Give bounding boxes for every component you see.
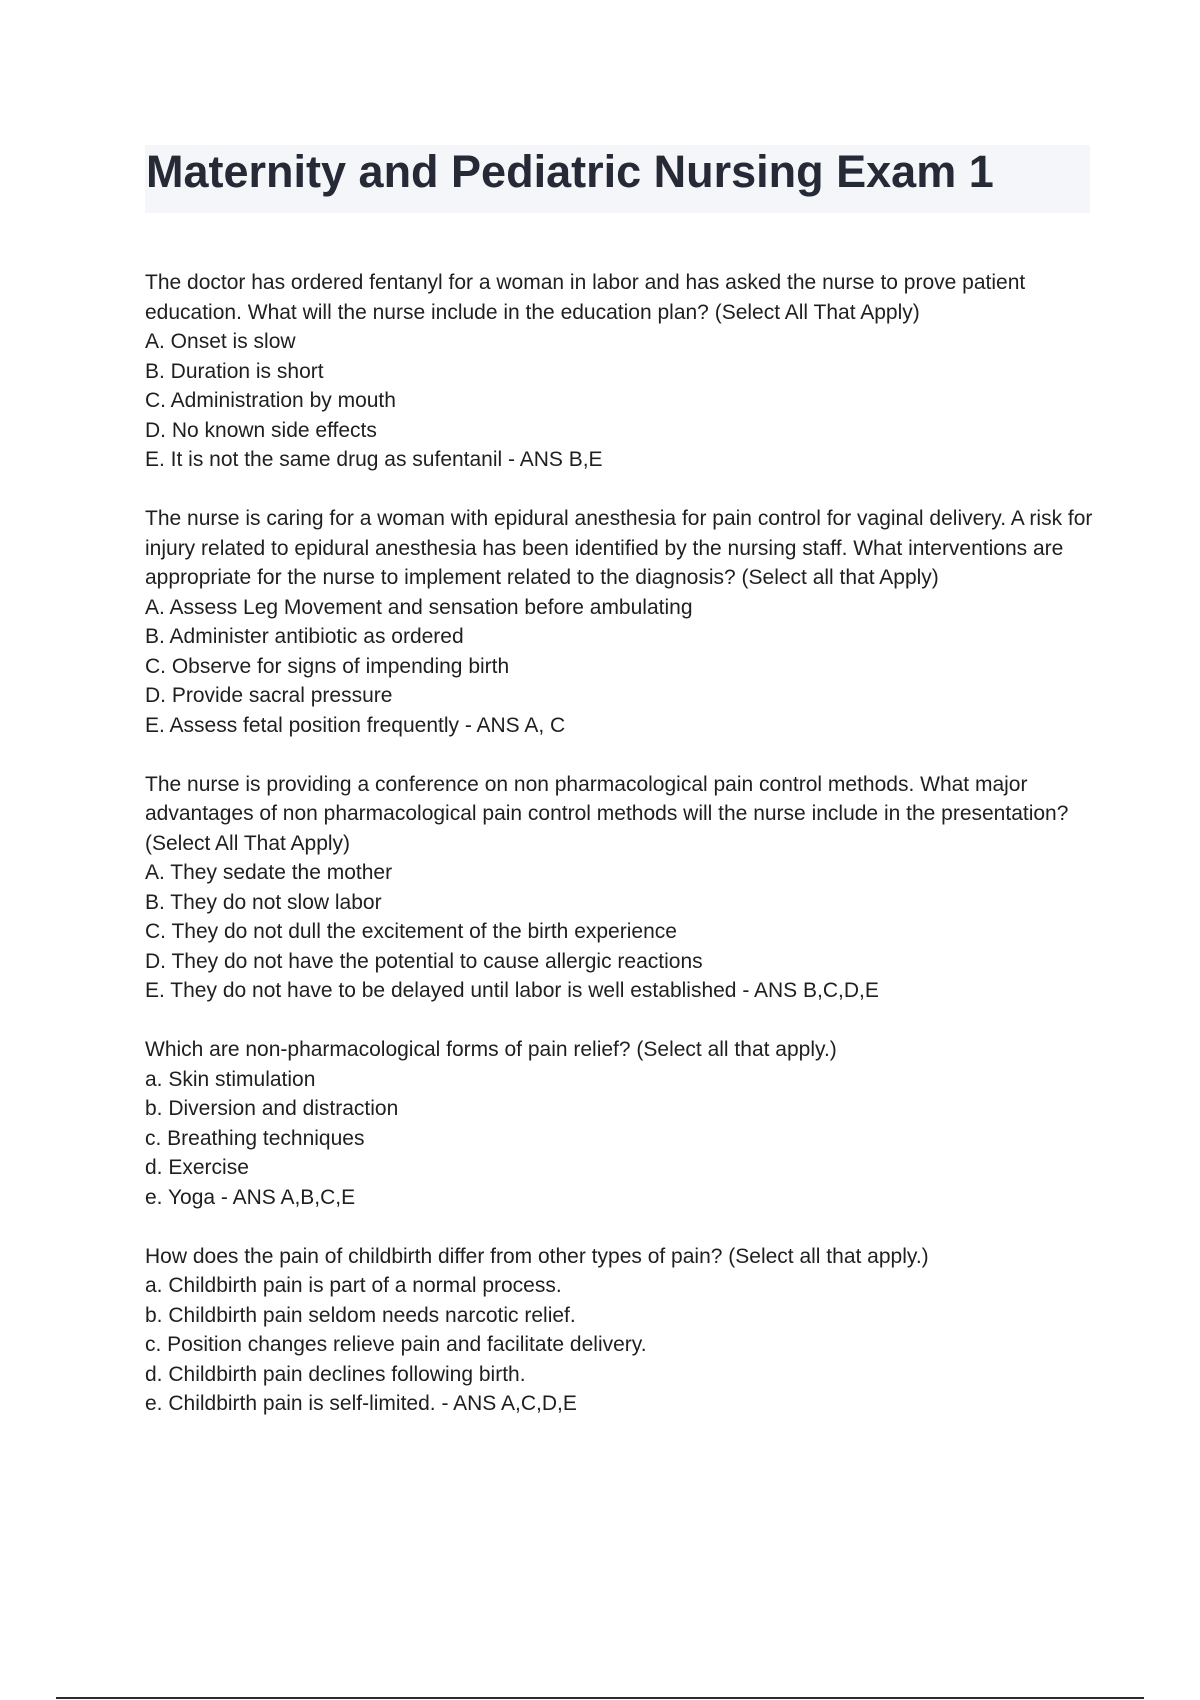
question-stem: Which are non-pharmacological forms of pain relief? (Select all that apply.) bbox=[145, 1038, 837, 1061]
answer-option: E. It is not the same drug as sufentanil - ANS B,E bbox=[145, 448, 603, 471]
answer-option: B. They do not slow labor bbox=[145, 890, 382, 914]
answer-option: A. They sedate the mother bbox=[145, 861, 393, 884]
answer-option: C. Observe for signs of impending birth bbox=[145, 654, 510, 678]
answer-option: e. Childbirth pain is self-limited. - ANS A,C,D,E bbox=[145, 1392, 577, 1415]
answer-option: A. Onset is slow bbox=[145, 330, 296, 353]
answer-option: D. No known side effects bbox=[145, 418, 377, 442]
answer-option: a. Skin stimulation bbox=[145, 1067, 316, 1091]
question-3 bbox=[145, 770, 1095, 1006]
answer-option: C. Administration by mouth bbox=[145, 389, 396, 412]
answer-option: E. Assess fetal position frequently - ANS A, C bbox=[145, 713, 566, 737]
answer-option: b. Childbirth pain seldom needs narcotic relief. bbox=[145, 1303, 576, 1327]
answer-option: d. Exercise bbox=[145, 1156, 249, 1179]
answer-option: B. Administer antibiotic as ordered bbox=[145, 625, 464, 648]
question-1 bbox=[145, 268, 1095, 475]
question-stem: How does the pain of childbirth differ from other types of pain? (Select all that apply.) bbox=[145, 1244, 929, 1268]
answer-option: D. They do not have the potential to cause allergic reactions bbox=[145, 949, 703, 973]
question-4 bbox=[145, 1035, 1095, 1212]
question-stem: The doctor has ordered fentanyl for a woman in labor and has asked the nurse to prove patient education. What will the nurse include in the education plan? (Select All That Apply) bbox=[145, 271, 1026, 324]
answer-option: a. Childbirth pain is part of a normal process. bbox=[145, 1274, 562, 1297]
answer-option: c. Breathing techniques bbox=[145, 1126, 365, 1150]
answer-option: D. Provide sacral pressure bbox=[145, 684, 393, 707]
question-stem: The nurse is providing a conference on non pharmacological pain control methods. What major advantages of non pharmacological pain control methods will the nurse include in the presentation? (Select All That Apply) bbox=[145, 772, 1069, 855]
question-2 bbox=[145, 504, 1095, 740]
answer-option: B. Duration is short bbox=[145, 359, 324, 383]
question-stem: The nurse is caring for a woman with epidural anesthesia for pain control for vaginal delivery. A risk for injury related to epidural anesthesia has been identified by the nursing staff. What interventions are appropriate for the nurse to implement related to the diagnosis? (Select all that Apply) bbox=[145, 507, 1093, 589]
answer-option: A. Assess Leg Movement and sensation before ambulating bbox=[145, 595, 693, 619]
page-title: Maternity and Pediatric Nursing Exam 1 bbox=[146, 146, 994, 197]
answer-option: c. Position changes relieve pain and facilitate delivery. bbox=[145, 1333, 647, 1356]
footer-divider bbox=[56, 1697, 1144, 1699]
question-5 bbox=[145, 1242, 1095, 1419]
answer-option: e. Yoga - ANS A,B,C,E bbox=[145, 1185, 356, 1209]
answer-option: b. Diversion and distraction bbox=[145, 1097, 399, 1120]
answer-option: d. Childbirth pain declines following birth. bbox=[145, 1362, 526, 1386]
question-list bbox=[145, 268, 1095, 1448]
answer-option: C. They do not dull the excitement of the birth experience bbox=[145, 920, 677, 943]
answer-option: E. They do not have to be delayed until labor is well established - ANS B,C,D,E bbox=[145, 979, 879, 1002]
